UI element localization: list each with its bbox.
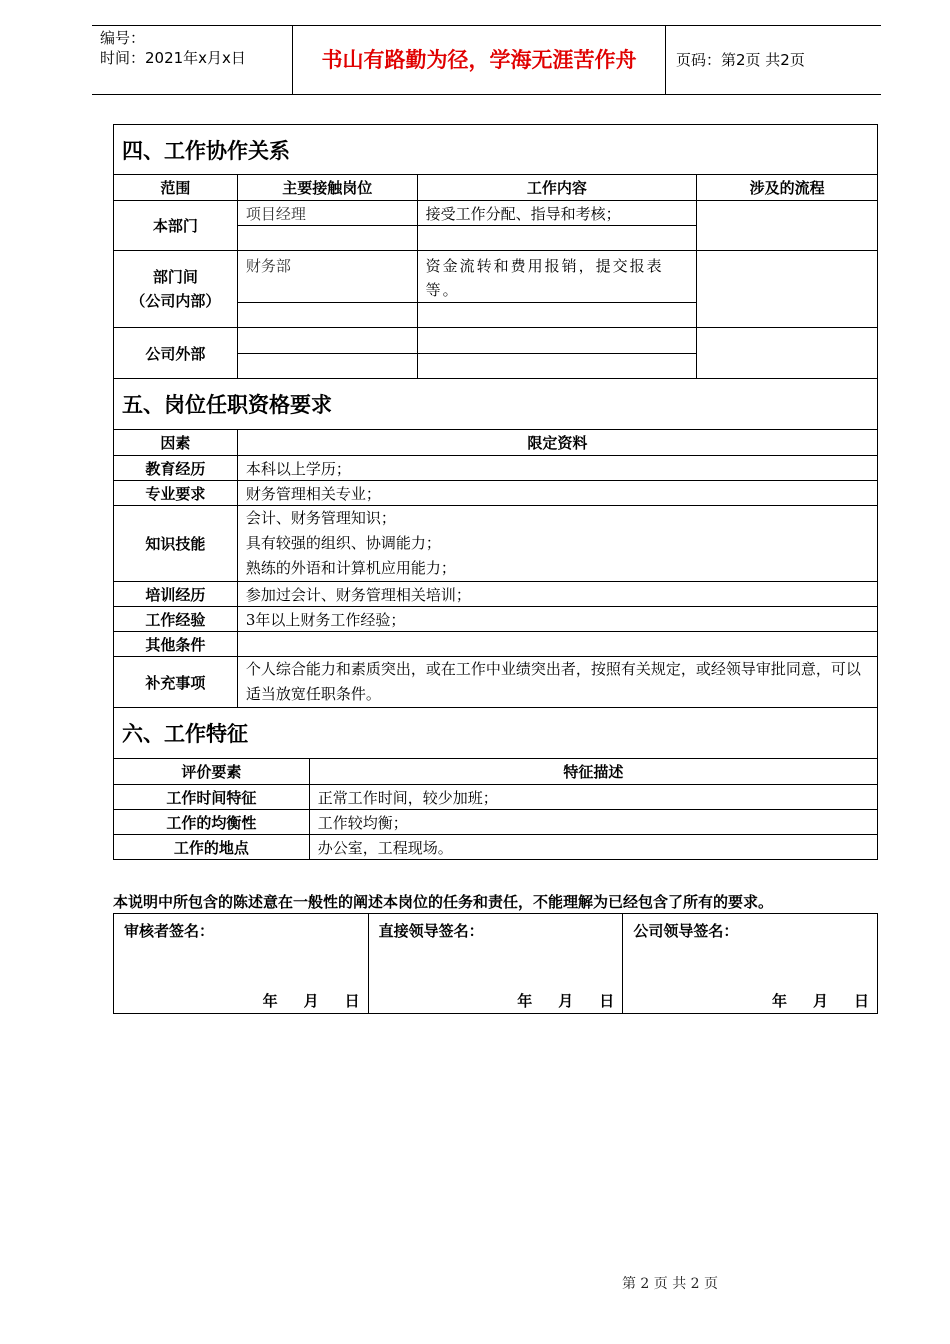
direct-leader-signature-label: 直接领导签名： bbox=[378, 922, 484, 940]
factor-value: 本科以上学历； bbox=[237, 456, 877, 481]
scope-outside: 公司外部 bbox=[114, 328, 238, 379]
section-6-title: 六、工作特征 bbox=[114, 708, 878, 759]
col-header-qualification: 限定资料 bbox=[237, 430, 877, 456]
page-footer: 第 2 页 共 2 页 bbox=[621, 1276, 719, 1292]
factor-value-line: 具有较强的组织、协调能力； bbox=[245, 534, 441, 552]
outside-work-2 bbox=[417, 354, 697, 379]
col-header-feature-desc: 特征描述 bbox=[309, 759, 877, 785]
feature-label: 工作的地点 bbox=[114, 835, 310, 860]
factor-label: 其他条件 bbox=[114, 632, 238, 657]
scope-own-dept: 本部门 bbox=[114, 201, 238, 251]
inter-dept-post-empty bbox=[237, 303, 417, 328]
job-description-table bbox=[113, 124, 878, 860]
direct-leader-signature-box[interactable] bbox=[368, 914, 623, 1014]
feature-desc: 办公室，工程现场。 bbox=[309, 835, 877, 860]
factor-value: 财务管理相关专业； bbox=[237, 481, 877, 506]
factor-value-line: 熟练的外语和计算机应用能力； bbox=[245, 559, 456, 577]
outside-work-1 bbox=[417, 328, 697, 354]
disclaimer-note: 本说明中所包含的陈述意在一般性的阐述本岗位的任务和责任，不能理解为已经包含了所有的要求。 bbox=[113, 893, 774, 911]
section-5-title: 五、岗位任职资格要求 bbox=[114, 379, 878, 430]
col-header-work-content: 工作内容 bbox=[417, 175, 697, 201]
header-motto: 书山有路勤为径，学海无涯苦作舟 bbox=[321, 48, 637, 72]
company-leader-signature-date bbox=[772, 990, 869, 1011]
date-month: 月 bbox=[558, 992, 574, 1010]
own-dept-process bbox=[697, 201, 878, 251]
factor-value bbox=[237, 632, 877, 657]
factor-label: 教育经历 bbox=[114, 456, 238, 481]
date-year: 年 bbox=[262, 992, 278, 1010]
inter-dept-process bbox=[697, 251, 878, 328]
factor-label: 知识技能 bbox=[114, 506, 238, 582]
inter-dept-work-empty bbox=[417, 303, 697, 328]
inter-dept-post: 财务部 bbox=[237, 251, 417, 303]
factor-label: 培训经历 bbox=[114, 582, 238, 607]
factor-value: 参加过会计、财务管理相关培训； bbox=[237, 582, 877, 607]
inter-dept-work: 资金流转和费用报销，提交报表等。 bbox=[417, 251, 697, 303]
own-dept-post-empty bbox=[237, 226, 417, 251]
outside-process bbox=[697, 328, 878, 379]
company-leader-signature-label: 公司领导签名： bbox=[633, 922, 739, 940]
date-year: 年 bbox=[771, 992, 787, 1010]
reviewer-signature-date bbox=[263, 990, 360, 1011]
factor-value: 个人综合能力和素质突出，或在工作中业绩突出者，按照有关规定，或经领导审批同意，可以适当放宽任职条件。 bbox=[237, 657, 877, 708]
date-month: 月 bbox=[812, 992, 828, 1010]
date-day: 日 bbox=[599, 992, 615, 1010]
factor-label: 补充事项 bbox=[114, 657, 238, 708]
own-dept-post: 项目经理 bbox=[237, 201, 417, 226]
outside-post-1 bbox=[237, 328, 417, 354]
factor-value: 3年以上财务工作经验； bbox=[237, 607, 877, 632]
factor-value-line: 会计、财务管理知识； bbox=[245, 509, 396, 527]
header-meta bbox=[100, 28, 246, 68]
scope-inter-dept bbox=[114, 251, 238, 328]
col-header-eval-factor: 评价要素 bbox=[114, 759, 310, 785]
col-header-process: 涉及的流程 bbox=[697, 175, 878, 201]
date-day: 日 bbox=[344, 992, 360, 1010]
header-page-number: 页码：第2页 共2页 bbox=[676, 51, 805, 69]
factor-value bbox=[237, 506, 877, 582]
own-dept-work-empty bbox=[417, 226, 697, 251]
scope-inter-dept-line1: 部门间 bbox=[152, 268, 198, 286]
feature-label: 工作时间特征 bbox=[114, 785, 310, 810]
scope-inter-dept-line2: （公司内部） bbox=[130, 292, 221, 310]
date-month: 月 bbox=[303, 992, 319, 1010]
signature-table bbox=[113, 913, 878, 1014]
feature-desc: 正常工作时间，较少加班； bbox=[309, 785, 877, 810]
header-divider-2 bbox=[665, 26, 666, 94]
reviewer-signature-box[interactable] bbox=[114, 914, 369, 1014]
reviewer-signature-label: 审核者签名： bbox=[124, 922, 215, 940]
factor-label: 专业要求 bbox=[114, 481, 238, 506]
col-header-factor: 因素 bbox=[114, 430, 238, 456]
feature-desc: 工作较均衡； bbox=[309, 810, 877, 835]
company-leader-signature-box[interactable] bbox=[623, 914, 878, 1014]
direct-leader-signature-date bbox=[517, 990, 614, 1011]
feature-label: 工作的均衡性 bbox=[114, 810, 310, 835]
date-year: 年 bbox=[517, 992, 533, 1010]
factor-label: 工作经验 bbox=[114, 607, 238, 632]
section-4-title: 四、工作协作关系 bbox=[114, 125, 878, 175]
outside-post-2 bbox=[237, 354, 417, 379]
own-dept-work: 接受工作分配、指导和考核； bbox=[417, 201, 697, 226]
col-header-scope: 范围 bbox=[114, 175, 238, 201]
document-number: 编号： bbox=[100, 29, 146, 47]
date-day: 日 bbox=[853, 992, 869, 1010]
col-header-contact-post: 主要接触岗位 bbox=[237, 175, 417, 201]
page-header bbox=[92, 25, 881, 95]
document-date: 时间：2021年x月x日 bbox=[100, 49, 246, 67]
